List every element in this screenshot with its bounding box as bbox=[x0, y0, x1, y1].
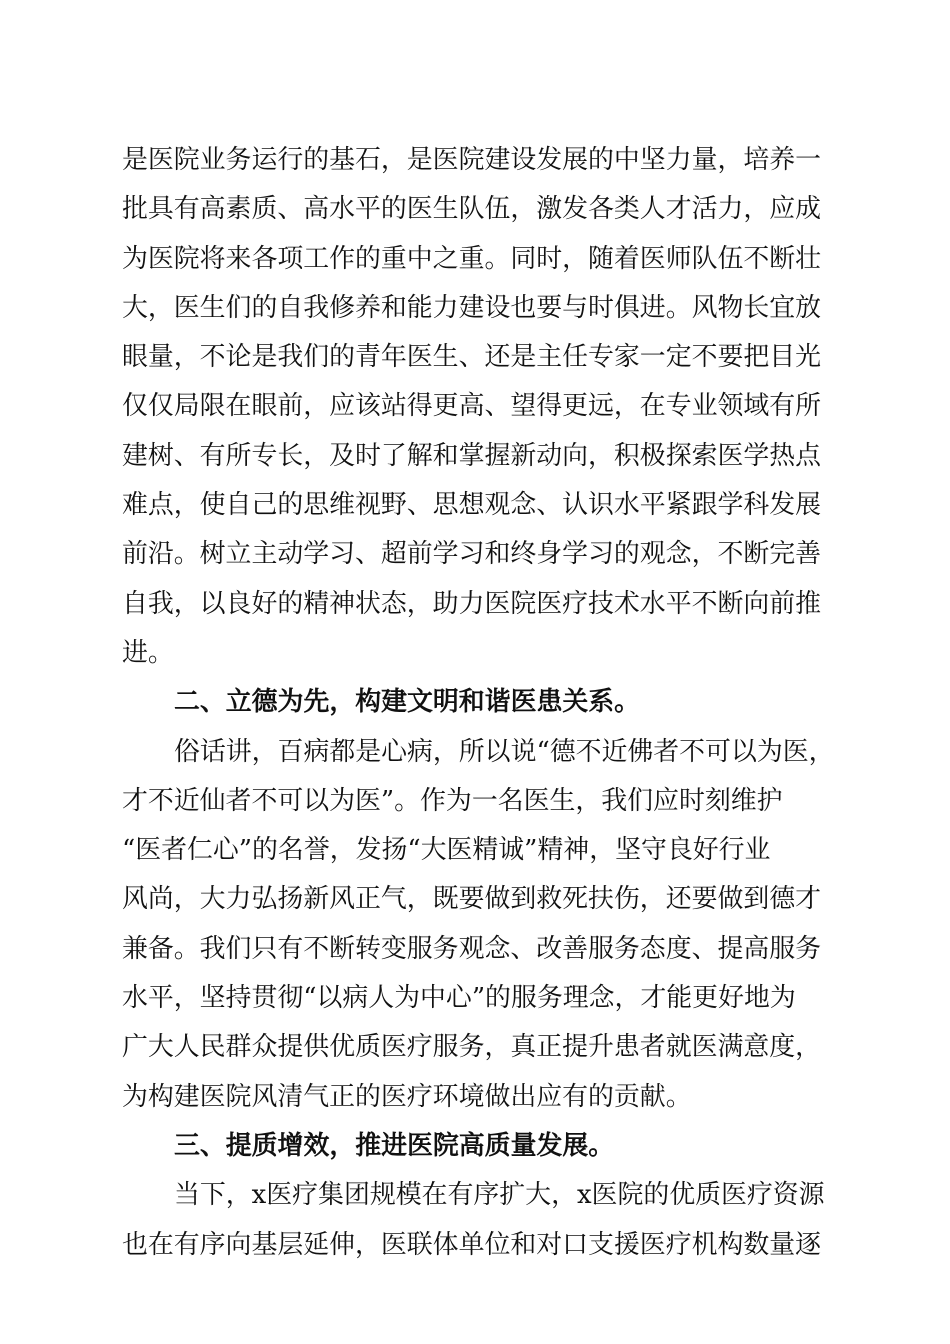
text-line: 为医院将来各项工作的重中之重。同时，随着医师队伍不断壮 bbox=[122, 243, 822, 274]
text-line: 为构建医院风清气正的医疗环境做出应有的贡献。 bbox=[122, 1081, 692, 1112]
text-line: 是医院业务运行的基石，是医院建设发展的中坚力量，培养一 bbox=[122, 145, 822, 175]
document-page bbox=[122, 136, 835, 1270]
text-line: 前沿。树立主动学习、超前学习和终身学习的观念，不断完善 bbox=[122, 539, 822, 570]
text-line: 也在有序向基层延伸，医联体单位和对口支援医疗机构数量逐 bbox=[122, 1229, 822, 1260]
text-line: 大，医生们的自我修养和能力建设也要与时俱进。风物长宜放 bbox=[122, 292, 822, 323]
text-line: 才不近仙者不可以为医”。作为一名医生，我们应时刻维护 bbox=[122, 785, 783, 816]
text-line: 进。 bbox=[122, 637, 174, 668]
text-line: “医者仁心”的名誉，发扬“大医精诚”精神，坚守良好行业 bbox=[122, 835, 771, 866]
paragraph-intro bbox=[122, 136, 824, 678]
section-heading-2: 二、立德为先，构建文明和谐医患关系。 bbox=[174, 687, 641, 718]
section-heading-3: 三、提质增效，推进医院高质量发展。 bbox=[174, 1130, 615, 1161]
text-line: 仅仅局限在眼前，应该站得更高、望得更远，在专业领域有所 bbox=[122, 391, 822, 422]
paragraph-section-2 bbox=[122, 728, 835, 1122]
text-line: 批具有高素质、高水平的医生队伍，激发各类人才活力，应成 bbox=[122, 194, 822, 225]
text-line: 当下，x医疗集团规模在有序扩大，x医院的优质医疗资源 bbox=[174, 1180, 825, 1211]
text-line: 建树、有所专长，及时了解和掌握新动向，积极探索医学热点 bbox=[122, 440, 822, 471]
text-line: 风尚，大力弘扬新风正气，既要做到救死扶伤，还要做到德才 bbox=[122, 884, 822, 915]
text-line: 难点，使自己的思维视野、思想观念、认识水平紧跟学科发展 bbox=[122, 490, 822, 521]
text-line: 眼量，不论是我们的青年医生、还是主任专家一定不要把目光 bbox=[122, 342, 822, 373]
paragraph-section-3 bbox=[122, 1171, 824, 1270]
text-line: 水平，坚持贯彻“以病人为中心”的服务理念，才能更好地为 bbox=[122, 983, 796, 1014]
text-line: 广大人民群众提供优质医疗服务，真正提升患者就医满意度， bbox=[122, 1032, 822, 1063]
text-line: 俗话讲，百病都是心病，所以说“德不近佛者不可以为医， bbox=[174, 736, 835, 767]
text-line: 自我，以良好的精神状态，助力医院医疗技术水平不断向前推 bbox=[122, 588, 822, 619]
text-line: 兼备。我们只有不断转变服务观念、改善服务态度、提高服务 bbox=[122, 933, 822, 964]
